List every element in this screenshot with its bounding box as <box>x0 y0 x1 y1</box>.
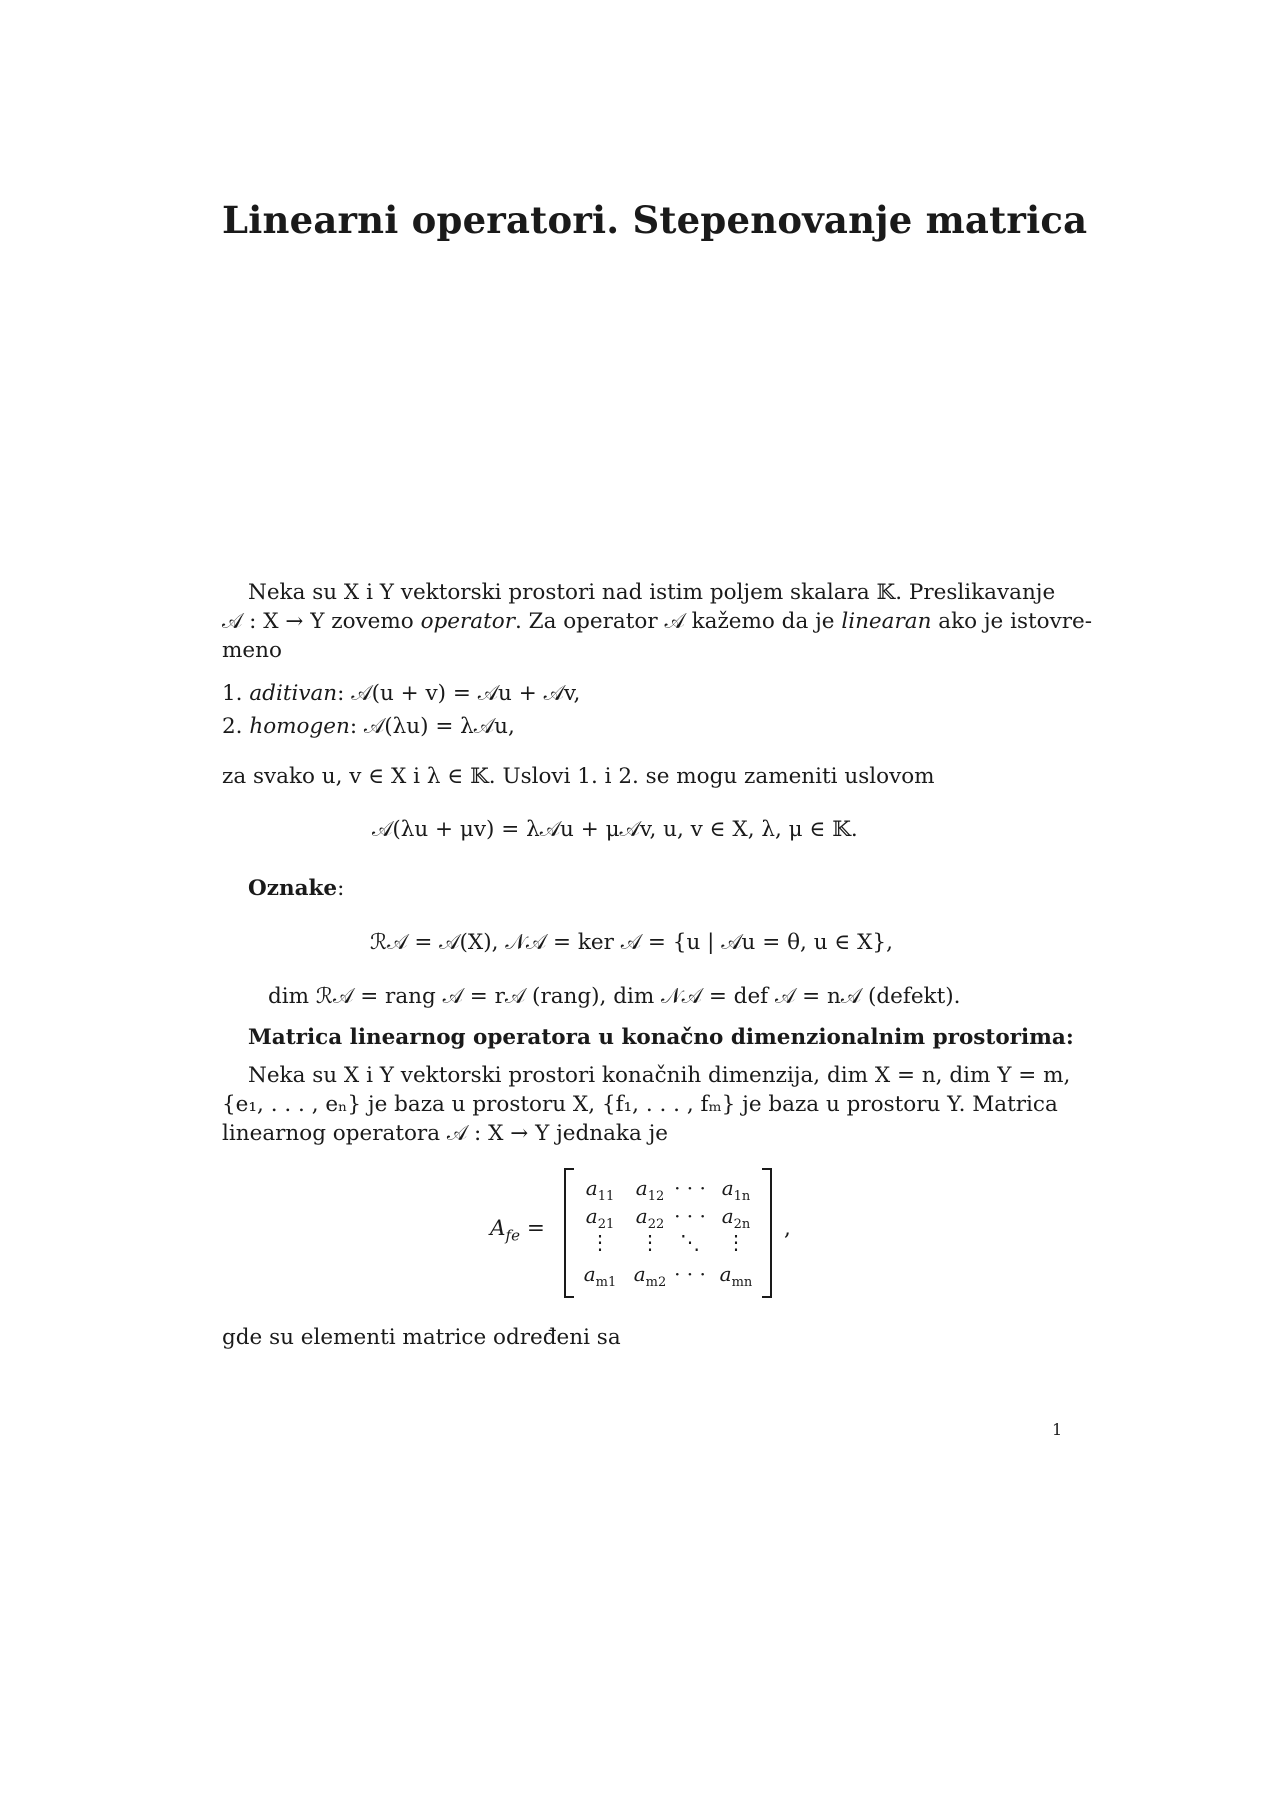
matrix-cell: $a_{22}$ <box>635 1204 665 1232</box>
matrix-cell: $a_{m2}$ <box>633 1262 667 1290</box>
rank-defect-equation: dim ℛ𝒜 = rang 𝒜 = r𝒜 (rang), dim 𝒩𝒜 = def 𝒜 = n𝒜 (defekt). <box>268 984 961 1009</box>
notation-heading <box>248 876 344 901</box>
intro-line-2a: 𝒜 : X → Y zovemo <box>222 609 421 634</box>
matrix-cell: $a_{11}$ <box>585 1176 615 1204</box>
matrix-cell: $a_{m1}$ <box>583 1262 617 1290</box>
list-formula: : 𝒜(u + v) = 𝒜u + 𝒜v, <box>337 681 581 706</box>
closing-text: gde su elementi matrice određeni sa <box>222 1325 621 1350</box>
matrix-cell: ⋱ <box>680 1230 700 1254</box>
list-formula: : 𝒜(λu) = λ𝒜u, <box>349 714 515 739</box>
matrix-section-heading: Matrica linearnog operatora u konačno dimenzionalnim prostorima: <box>248 1025 1074 1050</box>
matrix-cell: ⋮ <box>640 1230 660 1254</box>
matrix-comma: , <box>784 1216 791 1241</box>
matrix-cell: ⋮ <box>726 1230 746 1254</box>
matrix-equation <box>490 1168 800 1294</box>
matrix-right-bracket <box>762 1168 772 1298</box>
matrix-left-bracket <box>564 1168 574 1298</box>
list-term: homogen <box>249 714 350 739</box>
condition-text: za svako u, v ∈ X i λ ∈ 𝕂. Uslovi 1. i 2. se mogu zameniti uslovom <box>222 764 935 789</box>
list-number: 1. <box>222 681 250 706</box>
matrix-intro-line-3: linearnog operatora 𝒜 : X → Y jednaka je <box>222 1121 669 1146</box>
intro-line-3: meno <box>222 638 282 663</box>
matrix-cell: $a_{2n}$ <box>721 1204 751 1232</box>
list-item-aditivan <box>222 681 580 706</box>
matrix-equals: = <box>520 1216 545 1241</box>
matrix-cell: $a_{12}$ <box>635 1176 665 1204</box>
intro-line-2 <box>222 607 1093 636</box>
term-linearan: linearan <box>841 609 932 634</box>
matrix-lhs-symbol: A <box>490 1216 506 1241</box>
matrix-cell: $a_{21}$ <box>585 1204 615 1232</box>
matrix-cell: ⋮ <box>590 1230 610 1254</box>
range-kernel-equation: ℛ𝒜 = 𝒜(X), 𝒩𝒜 = ker 𝒜 = {u | 𝒜u = θ, u ∈ X}, <box>370 930 893 955</box>
list-number: 2. <box>222 714 250 739</box>
list-term: aditivan <box>249 681 338 706</box>
matrix-intro-line-2: {e₁, . . . , eₙ} je baza u prostoru X, {f₁, . . . , fₘ} je baza u prostoru Y. Matrica <box>222 1092 1058 1117</box>
matrix-intro-line-1: Neka su X i Y vektorski prostori konačnih dimenzija, dim X = n, dim Y = m, <box>248 1063 1071 1088</box>
intro-line-2c: . Za operator 𝒜 kažemo da je <box>514 609 842 634</box>
intro-line-2e: ako je istovre- <box>931 609 1093 634</box>
matrix-cell: $a_{1n}$ <box>721 1176 751 1204</box>
matrix-cell: · · · <box>674 1262 706 1286</box>
matrix-cell: $a_{mn}$ <box>719 1262 753 1290</box>
list-item-homogen <box>222 714 515 739</box>
page-number: 1 <box>1052 1420 1063 1439</box>
term-operator: operator <box>420 609 515 634</box>
matrix-lhs <box>490 1216 545 1244</box>
notation-colon: : <box>337 876 345 901</box>
notation-label: Oznake <box>248 876 338 901</box>
matrix-cell: · · · <box>674 1204 706 1228</box>
matrix-cell: · · · <box>674 1176 706 1200</box>
matrix-lhs-subscript: fe <box>505 1226 521 1245</box>
combined-equation: 𝒜(λu + μv) = λ𝒜u + μ𝒜v, u, v ∈ X, λ, μ ∈ 𝕂. <box>372 817 858 842</box>
page-title: Linearni operatori. Stepenovanje matrica <box>222 198 1088 242</box>
intro-line-1: Neka su X i Y vektorski prostori nad istim poljem skalara 𝕂. Preslikavanje <box>248 580 1056 605</box>
